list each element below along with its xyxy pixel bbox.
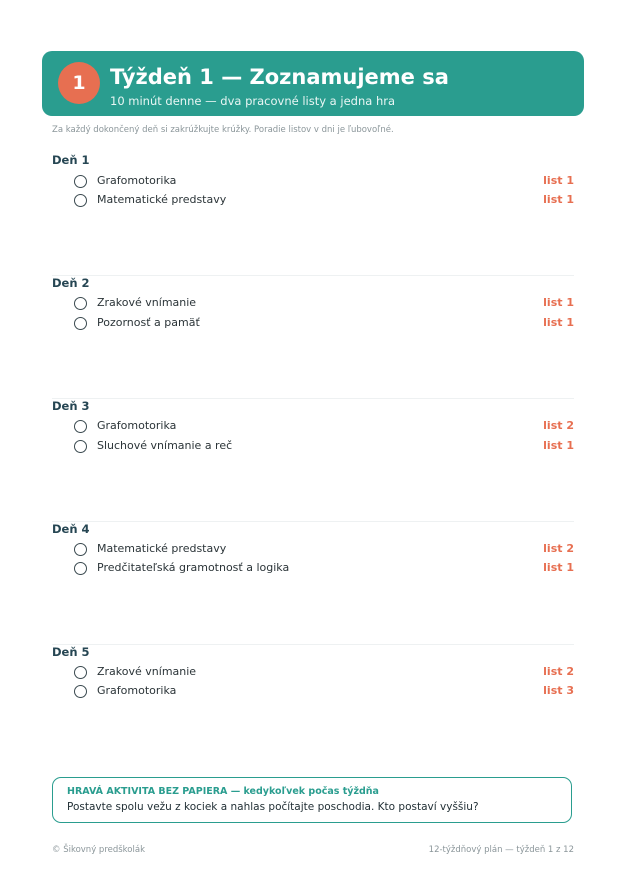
day-title: Deň 4 xyxy=(52,522,90,536)
task-sheet: list 1 xyxy=(543,561,574,574)
task-label: Matematické predstavy xyxy=(97,542,227,555)
day-title: Deň 3 xyxy=(52,399,90,413)
task-sheet: list 1 xyxy=(543,439,574,452)
task-label: Matematické predstavy xyxy=(97,193,227,206)
day-section-2 xyxy=(52,276,574,399)
day-section-4 xyxy=(52,522,574,645)
task-item xyxy=(74,439,574,455)
task-item xyxy=(74,296,574,312)
task-item xyxy=(74,316,574,332)
task-sheet: list 1 xyxy=(543,316,574,329)
task-sheet: list 2 xyxy=(543,419,574,432)
activity-box xyxy=(52,777,572,823)
checkbox-circle-icon[interactable] xyxy=(74,543,87,556)
week-header xyxy=(42,51,584,116)
task-item xyxy=(74,561,574,577)
day-title: Deň 5 xyxy=(52,645,90,659)
task-item xyxy=(74,193,574,209)
checkbox-circle-icon[interactable] xyxy=(74,685,87,698)
page-title: Týždeň 1 — Zoznamujeme sa xyxy=(110,65,449,89)
task-label: Grafomotorika xyxy=(97,684,177,697)
week-number-badge: 1 xyxy=(58,62,100,104)
task-item xyxy=(74,542,574,558)
activity-title: HRAVÁ AKTIVITA BEZ PAPIERA — kedykoľvek počas týždňa xyxy=(67,786,379,797)
day-section-3 xyxy=(52,399,574,522)
task-sheet: list 1 xyxy=(543,193,574,206)
page-subtitle: 10 minút denne — dva pracovné listy a jedna hra xyxy=(110,94,396,108)
checkbox-circle-icon[interactable] xyxy=(74,562,87,575)
checkbox-circle-icon[interactable] xyxy=(74,175,87,188)
task-label: Predčitateľská gramotnosť a logika xyxy=(97,561,290,574)
task-sheet: list 2 xyxy=(543,665,574,678)
footer-page-info: 12-týždňový plán — týždeň 1 z 12 xyxy=(428,845,574,855)
checkbox-circle-icon[interactable] xyxy=(74,317,87,330)
task-label: Grafomotorika xyxy=(97,419,177,432)
checkbox-circle-icon[interactable] xyxy=(74,420,87,433)
task-sheet: list 1 xyxy=(543,296,574,309)
task-sheet: list 2 xyxy=(543,542,574,555)
checkbox-circle-icon[interactable] xyxy=(74,666,87,679)
task-item xyxy=(74,684,574,700)
task-label: Zrakové vnímanie xyxy=(97,665,197,678)
task-label: Sluchové vnímanie a reč xyxy=(97,439,233,452)
day-title: Deň 2 xyxy=(52,276,90,290)
day-section-5 xyxy=(52,645,574,768)
intro-text: Za každý dokončený deň si zakrúžkujte krúžky. Poradie listov v dni je ľubovoľné. xyxy=(52,125,394,135)
task-label: Pozornosť a pamäť xyxy=(97,316,200,329)
activity-text: Postavte spolu vežu z kociek a nahlas počítajte poschodia. Kto postaví vyššiu? xyxy=(67,801,479,813)
task-label: Zrakové vnímanie xyxy=(97,296,197,309)
footer-copyright: © Šikovný predškolák xyxy=(52,845,145,855)
task-item xyxy=(74,665,574,681)
day-section-1 xyxy=(52,153,574,276)
checkbox-circle-icon[interactable] xyxy=(74,440,87,453)
day-title: Deň 1 xyxy=(52,153,90,167)
checkbox-circle-icon[interactable] xyxy=(74,297,87,310)
task-sheet: list 3 xyxy=(543,684,574,697)
checkbox-circle-icon[interactable] xyxy=(74,194,87,207)
task-item xyxy=(74,419,574,435)
task-label: Grafomotorika xyxy=(97,174,177,187)
task-item xyxy=(74,174,574,190)
task-sheet: list 1 xyxy=(543,174,574,187)
